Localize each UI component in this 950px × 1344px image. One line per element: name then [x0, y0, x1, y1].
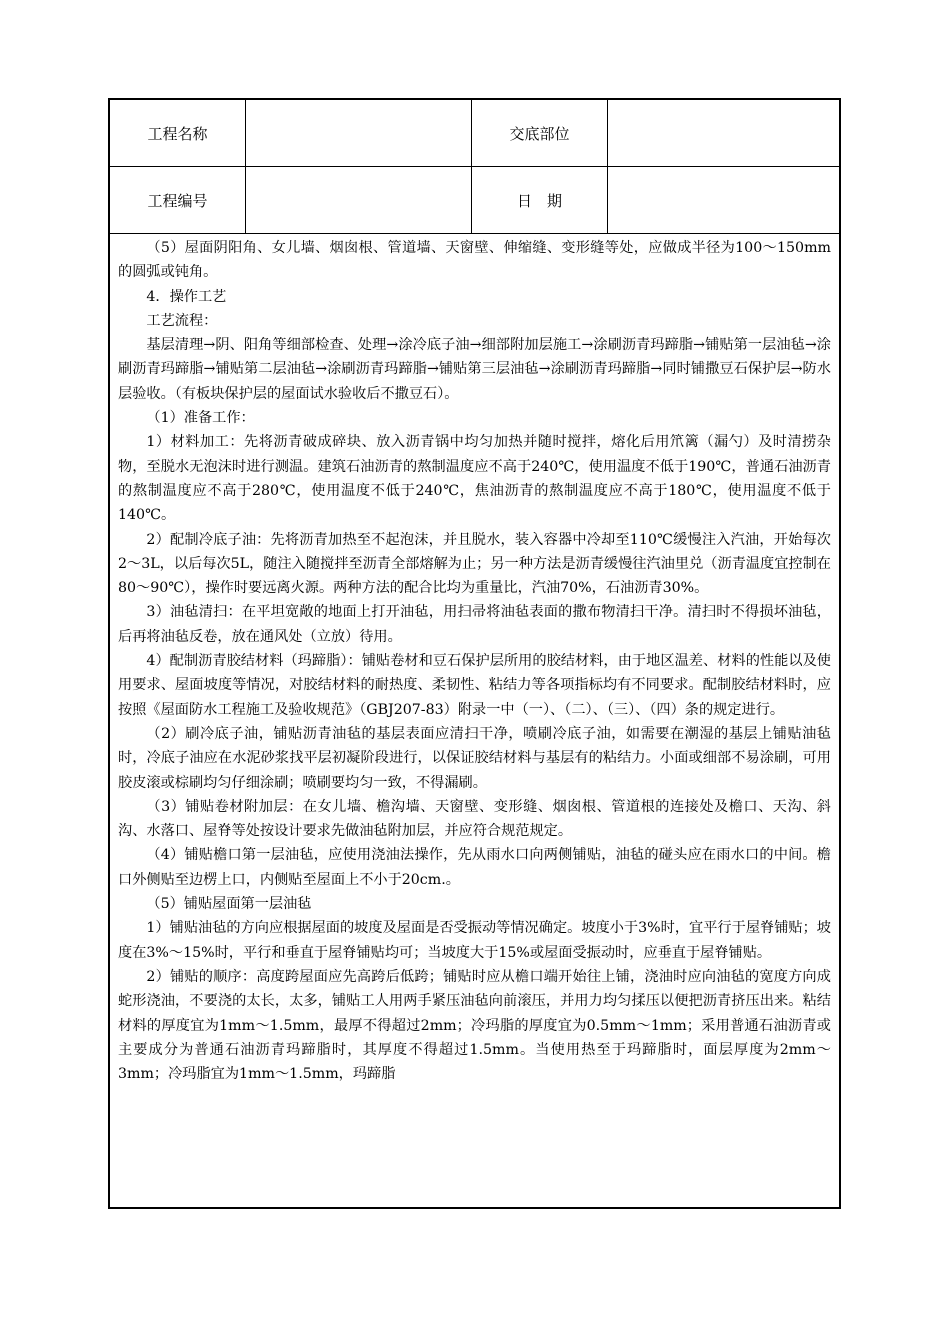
disclosure-sheet — [108, 98, 841, 1209]
disclosure-content — [118, 236, 831, 1207]
paragraph: 工艺流程： — [146, 312, 218, 329]
paragraph: 4．操作工艺 — [146, 288, 227, 305]
paragraph: （5）屋面阴阳角、女儿墙、烟囱根、管道墙、天窗壁、伸缩缝、变形缝等处，应做成半径为100～150mm的圆弧或钝角。 — [118, 240, 831, 281]
paragraph: 基层清理→阴、阳角等细部检查、处理→涂冷底子油→细部附加层施工→涂刷沥青玛蹄脂→铺贴第一层油毡→涂刷沥青玛蹄脂→铺贴第二层油毡→涂刷沥青玛蹄脂→铺贴第三层油毡→涂刷沥青玛蹄脂→同时铺撒豆石保护层→防水层验收。（有板块保护层的屋面试水验收后不撒豆石）。 — [118, 337, 831, 402]
project-name-value — [246, 100, 472, 166]
paragraph: （3）铺贴卷材附加层：在女儿墙、檐沟墙、天窗壁、变形缝、烟囱根、管道根的连接处及檐口、天沟、斜沟、水落口、屋脊等处按设计要求先做油毡附加层，并应符合规范规定。 — [118, 798, 831, 840]
date-label: 日 期 — [472, 167, 608, 233]
paragraph: 2）配制冷底子油：先将沥青加热至不起泡沫，并且脱水，装入容器中冷却至110℃缓慢注入汽油，开始每次2～3L，以后每次5L，随注入随搅拌至沥青全部熔解为止；另一种方法是沥青缓慢往汽油里兑（沥青温度宜控制在80～90℃），操作时要远离火源。两种方法的配合比均为重量比，汽油70%，石油沥青30%。 — [118, 531, 831, 597]
paragraph: （1）准备工作： — [146, 410, 255, 427]
project-no-value — [246, 167, 472, 233]
paragraph: 1）铺贴油毡的方向应根据屋面的坡度及屋面是否受振动等情况确定。坡度小于3%时，宜平行于屋脊铺贴；坡度在3%～15%时，平行和垂直于屋脊铺贴均可；当坡度大于15%或屋面受振动时，应垂直于屋脊铺贴。 — [118, 920, 831, 961]
paragraph: （2）刷冷底子油，铺贴沥青油毡的基层表面应清扫干净，喷刷冷底子油，如需要在潮湿的基层上铺贴油毡时，冷底子油应在水泥砂浆找平层初凝阶段进行，以保证胶结材料与基层有的粘结力。小面或细部不易涂刷，可用胶皮滚或棕刷均匀仔细涂刷；喷刷要均匀一致，不得漏刷。 — [118, 725, 831, 791]
paragraph: 4）配制沥青胶结材料（玛蹄脂）：铺贴卷材和豆石保护层所用的胶结材料，由于地区温差、材料的性能以及使用要求、屋面坡度等情况，对胶结材料的耐热度、柔韧性、粘结力等各项指标均有不同要求。配制胶结材料时，应按照《屋面防水工程施工及验收规范》（GBJ207-83）附录一中（一）、（二）、（三）、（四）条的规定进行。 — [118, 653, 831, 718]
date-value — [608, 167, 841, 233]
project-no-label: 工程编号 — [110, 167, 246, 233]
location-value — [608, 100, 841, 166]
paragraph: （5）铺贴屋面第一层油毡 — [146, 896, 312, 913]
header-row-1 — [110, 100, 839, 167]
header-row-2 — [110, 167, 839, 234]
paragraph: （4）铺贴檐口第一层油毡，应使用浇油法操作，先从雨水口向两侧铺贴，油毡的碰头应在雨水口的中间。檐口外侧贴至边楞上口，内侧贴至屋面上不小于20cm.。 — [118, 847, 831, 888]
paragraph: 3）油毡清扫：在平坦宽敞的地面上打开油毡，用扫帚将油毡表面的撒布物清扫干净。清扫时不得损坏油毡，后再将油毡反卷，放在通风处（立放）待用。 — [118, 604, 831, 645]
project-name-label: 工程名称 — [110, 100, 246, 166]
location-label: 交底部位 — [472, 100, 608, 166]
paragraph: 2）铺贴的顺序：高度跨屋面应先高跨后低跨；铺贴时应从檐口端开始往上铺，浇油时应向油毡的宽度方向成蛇形浇油，不要浇的太长，太多，铺贴工人用两手紧压油毡向前滚压，并用力均匀揉压以便把沥青挤压出来。粘结材料的厚度宜为1mm～1.5mm，最厚不得超过2mm；冷玛脂的厚度宜为0.5mm～1mm；采用普通石油沥青或主要成分为普通石油沥青玛蹄脂时，其厚度不得超过1.5mm。当使用热至于玛蹄脂时，面层厚度为2mm～3mm；冷玛脂宜为1mm～1.5mm，玛蹄脂 — [118, 968, 831, 1083]
paragraph: 1）材料加工：先将沥青破成碎块、放入沥青锅中均匀加热并随时搅拌，熔化后用笊篱（漏勺）及时清捞杂物，至脱水无泡沫时进行测温。建筑石油沥青的熬制温度应不高于240℃，使用温度不低于190℃，普通石油沥青的熬制温度应不高于280℃，使用温度不低于240℃，焦油沥青的熬制温度应不高于180℃，使用温度不低于140℃。 — [118, 434, 831, 524]
